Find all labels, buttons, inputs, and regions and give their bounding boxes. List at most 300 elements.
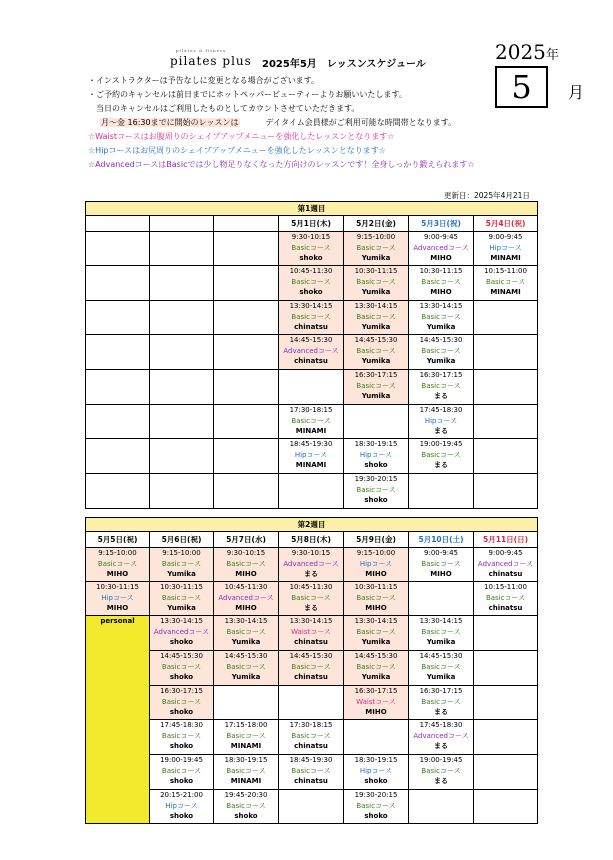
lesson-time: 18:30-19:15 bbox=[224, 756, 268, 764]
lesson-cell bbox=[279, 232, 344, 266]
table-row bbox=[86, 616, 538, 651]
empty-cell bbox=[214, 439, 279, 474]
lesson-cell bbox=[344, 301, 409, 335]
lesson-course: Basicコース bbox=[226, 627, 266, 636]
lesson-cell bbox=[279, 582, 344, 616]
lesson-instructor: まる bbox=[304, 570, 318, 578]
lesson-instructor: まる bbox=[434, 777, 448, 785]
lesson-cell bbox=[409, 439, 474, 474]
lesson-time: 19:30-20:15 bbox=[354, 791, 398, 799]
empty-cell bbox=[409, 582, 474, 616]
empty-cell bbox=[86, 405, 150, 439]
lesson-cell bbox=[409, 405, 474, 439]
lesson-cell bbox=[150, 651, 214, 686]
updated-date: 更新日：2025年4月21日 bbox=[444, 191, 530, 200]
lesson-time: 13:30-14:15 bbox=[289, 302, 333, 310]
lesson-time: 9:15-10:00 bbox=[356, 549, 396, 557]
lesson-instructor: MINAMI bbox=[230, 777, 262, 785]
lesson-time: 19:00-19:45 bbox=[160, 756, 203, 764]
lesson-instructor: まる bbox=[434, 742, 448, 750]
lesson-cell bbox=[150, 616, 214, 651]
lesson-cell bbox=[279, 651, 344, 686]
lesson-course: Basicコース bbox=[421, 627, 461, 636]
empty-cell bbox=[474, 686, 538, 720]
lesson-cell bbox=[279, 439, 344, 474]
lesson-course: Basicコース bbox=[421, 381, 461, 390]
lesson-course: Basicコース bbox=[421, 450, 461, 459]
lesson-course: Basicコース bbox=[356, 346, 396, 355]
lesson-time: 19:00-19:45 bbox=[419, 756, 463, 764]
lesson-course: Advancedコース bbox=[283, 346, 339, 355]
lesson-instructor: Yumika bbox=[231, 673, 261, 681]
lesson-instructor: まる bbox=[434, 392, 448, 400]
lesson-time: 18:30-19:15 bbox=[354, 756, 398, 764]
table-row bbox=[86, 548, 538, 582]
lesson-course: Basicコース bbox=[421, 559, 461, 568]
lesson-instructor: まる bbox=[434, 708, 448, 716]
lesson-cell bbox=[344, 266, 409, 301]
lesson-instructor: Yumika bbox=[426, 638, 456, 646]
logo: pilates plus bbox=[170, 54, 252, 68]
table-row bbox=[86, 582, 538, 616]
empty-cell bbox=[86, 370, 150, 405]
lesson-course: Basicコース bbox=[421, 312, 461, 321]
day-header: 5月10日(土) bbox=[409, 532, 474, 548]
lesson-course: Basicコース bbox=[421, 697, 461, 706]
lesson-time: 16:30-17:15 bbox=[354, 687, 398, 695]
week-label: 第2週目 bbox=[86, 518, 538, 532]
lesson-time: 9:00-9:45 bbox=[424, 233, 458, 241]
lesson-instructor: MIHO bbox=[430, 288, 452, 296]
lesson-course: Basicコース bbox=[485, 277, 526, 286]
lesson-instructor: chinatsu bbox=[488, 570, 523, 578]
lesson-time: 18:45-19:30 bbox=[289, 756, 333, 764]
lesson-course: Basicコース bbox=[421, 766, 461, 775]
lesson-course: Basicコース bbox=[356, 277, 396, 286]
lesson-instructor: Yumika bbox=[231, 638, 261, 646]
empty-cell bbox=[344, 405, 409, 439]
lesson-course: Basicコース bbox=[226, 801, 266, 810]
lesson-time: 14:45-15:30 bbox=[419, 652, 463, 660]
lesson-cell bbox=[474, 548, 538, 582]
lesson-time: 16:30-17:15 bbox=[354, 371, 398, 379]
lesson-course: Basicコース bbox=[291, 416, 331, 425]
lesson-instructor: chinatsu bbox=[488, 604, 523, 612]
lesson-instructor: Yumika bbox=[426, 357, 456, 365]
lesson-time: 10:30-11:15 bbox=[354, 267, 398, 275]
lesson-instructor: chinatsu bbox=[294, 323, 328, 331]
empty-cell bbox=[214, 232, 279, 266]
day-header: 5月1日(木) bbox=[279, 216, 344, 232]
lesson-cell bbox=[344, 582, 409, 616]
empty-cell bbox=[214, 370, 279, 405]
lesson-cell bbox=[344, 232, 409, 266]
lesson-cell bbox=[344, 548, 409, 582]
lesson-instructor: MIHO bbox=[235, 570, 257, 578]
empty-cell bbox=[474, 405, 538, 439]
week-label: 第1週目 bbox=[86, 202, 538, 216]
empty-cell bbox=[86, 301, 150, 335]
day-header bbox=[214, 216, 279, 232]
lesson-course: Advancedコース bbox=[218, 593, 274, 602]
lesson-instructor: MINAMI bbox=[295, 427, 327, 435]
lesson-time: 14:45-15:30 bbox=[224, 652, 268, 660]
lesson-instructor: MIHO bbox=[365, 708, 387, 716]
day-header bbox=[86, 216, 150, 232]
logo-tagline: pilates & fitness bbox=[176, 48, 227, 53]
lesson-instructor: MIHO bbox=[106, 604, 129, 612]
lesson-course: Basicコース bbox=[421, 346, 461, 355]
lesson-instructor: shoko bbox=[169, 777, 194, 785]
lesson-course: Advancedコース bbox=[283, 559, 339, 568]
lesson-cell bbox=[344, 370, 409, 405]
lesson-course: Hipコース bbox=[294, 450, 328, 459]
lesson-cell bbox=[86, 548, 150, 582]
lesson-cell bbox=[344, 755, 409, 790]
lesson-cell bbox=[150, 548, 214, 582]
empty-cell bbox=[474, 439, 538, 474]
lesson-instructor: MIHO bbox=[106, 570, 129, 578]
lesson-cell bbox=[214, 720, 279, 755]
page-title: 2025年5月 レッスンスケジュール bbox=[262, 59, 426, 70]
lesson-time: 10:30-11:15 bbox=[96, 583, 139, 591]
lesson-time: 13:30-14:15 bbox=[289, 617, 333, 625]
lesson-instructor: chinatsu bbox=[294, 742, 328, 750]
lesson-course: Basicコース bbox=[421, 277, 461, 286]
empty-cell bbox=[474, 301, 538, 335]
empty-cell bbox=[150, 335, 214, 370]
lesson-course: Basicコース bbox=[291, 731, 331, 740]
day-header: 5月2日(金) bbox=[344, 216, 409, 232]
lesson-time: 19:45-20:30 bbox=[224, 791, 268, 799]
empty-cell bbox=[474, 616, 538, 651]
lesson-cell bbox=[214, 651, 279, 686]
lesson-cell bbox=[86, 582, 150, 616]
lesson-time: 14:45-15:30 bbox=[354, 336, 398, 344]
lesson-course: Basicコース bbox=[226, 766, 266, 775]
lesson-cell bbox=[344, 439, 409, 474]
week2-schedule-table bbox=[85, 517, 538, 824]
lesson-time: 17:15-18:00 bbox=[224, 721, 268, 729]
lesson-course: Waistコース bbox=[356, 697, 396, 706]
empty-cell bbox=[86, 266, 150, 301]
lesson-time: 18:30-19:15 bbox=[354, 440, 398, 448]
lesson-course: Basicコース bbox=[161, 662, 202, 671]
empty-cell bbox=[409, 790, 474, 824]
empty-cell bbox=[279, 790, 344, 824]
lesson-cell bbox=[150, 582, 214, 616]
lesson-instructor: chinatsu bbox=[294, 777, 328, 785]
lesson-time: 13:30-14:15 bbox=[354, 617, 398, 625]
lesson-instructor: Yumika bbox=[167, 604, 196, 612]
lesson-course: Hipコース bbox=[101, 593, 134, 602]
lesson-instructor: shoko bbox=[299, 254, 323, 262]
lesson-time: 14:45-15:30 bbox=[289, 336, 333, 344]
lesson-instructor: shoko bbox=[364, 812, 388, 820]
lesson-time: 16:30-17:15 bbox=[160, 687, 203, 695]
day-header: 5月5日(祝) bbox=[86, 532, 150, 548]
lesson-cell bbox=[279, 335, 344, 370]
empty-cell bbox=[474, 370, 538, 405]
lesson-instructor: Yumika bbox=[361, 323, 391, 331]
lesson-course: Basicコース bbox=[291, 312, 331, 321]
empty-cell bbox=[86, 439, 150, 474]
day-header: 5月11日(日) bbox=[474, 532, 538, 548]
week1-schedule-table bbox=[85, 201, 538, 509]
lesson-time: 9:15-10:00 bbox=[162, 549, 201, 557]
lesson-instructor: Yumika bbox=[361, 392, 391, 400]
lesson-time: 14:45-15:30 bbox=[160, 652, 203, 660]
lesson-time: 10:30-11:15 bbox=[354, 583, 398, 591]
lesson-time: 9:15-10:00 bbox=[98, 549, 137, 557]
empty-cell bbox=[86, 474, 150, 509]
lesson-instructor: MINAMI bbox=[295, 461, 327, 469]
lesson-time: 13:30-14:15 bbox=[419, 302, 463, 310]
lesson-time: 9:00-9:45 bbox=[488, 549, 523, 557]
lesson-course: Basicコース bbox=[291, 243, 331, 252]
lesson-course: Basicコース bbox=[291, 766, 331, 775]
lesson-instructor: shoko bbox=[364, 461, 388, 469]
lesson-course: Basicコース bbox=[356, 381, 396, 390]
lesson-time: 10:45-11:30 bbox=[224, 583, 268, 591]
lesson-course: Basicコース bbox=[356, 662, 396, 671]
lesson-time: 10:45-11:30 bbox=[289, 583, 333, 591]
lesson-cell bbox=[344, 474, 409, 509]
lesson-time: 9:30-10:15 bbox=[291, 233, 331, 241]
lesson-course: Basicコース bbox=[356, 593, 396, 602]
lesson-instructor: MINAMI bbox=[490, 288, 521, 296]
lesson-time: 13:30-14:15 bbox=[160, 617, 203, 625]
empty-cell bbox=[150, 474, 214, 509]
note-hip: ☆Hipコースはお尻周りのシェイプアップメニューを強化したレッスンとなります☆ bbox=[88, 146, 386, 155]
lesson-time: 17:30-18:15 bbox=[289, 406, 333, 414]
lesson-time: 10:15-11:00 bbox=[484, 267, 527, 275]
lesson-course: Basicコース bbox=[226, 662, 266, 671]
day-header: 5月4日(祝) bbox=[474, 216, 538, 232]
lesson-course: Basicコース bbox=[356, 627, 396, 636]
lesson-instructor: shoko bbox=[299, 288, 323, 296]
lesson-course: Advancedコース bbox=[413, 243, 469, 252]
lesson-course: Basicコース bbox=[356, 485, 396, 494]
lesson-time: 10:30-11:15 bbox=[160, 583, 203, 591]
daytime-highlight: 月～金 16:30までに開始のレッスンは bbox=[101, 118, 239, 127]
note-daytime bbox=[100, 117, 456, 128]
lesson-course: Waistコース bbox=[291, 627, 331, 636]
lesson-course: Basicコース bbox=[291, 593, 331, 602]
empty-cell bbox=[279, 370, 344, 405]
table-row bbox=[86, 232, 538, 266]
day-header: 5月3日(祝) bbox=[409, 216, 474, 232]
empty-cell bbox=[214, 405, 279, 439]
lesson-cell bbox=[409, 232, 474, 266]
lesson-course: Basicコース bbox=[161, 593, 202, 602]
lesson-time: 17:45-18:30 bbox=[419, 406, 463, 414]
lesson-course: Basicコース bbox=[291, 662, 331, 671]
lesson-cell bbox=[409, 548, 474, 582]
lesson-course: Basicコース bbox=[161, 731, 202, 740]
lesson-course: Basicコース bbox=[161, 766, 202, 775]
lesson-time: 9:00-9:45 bbox=[424, 549, 458, 557]
lesson-instructor: まる bbox=[304, 604, 318, 612]
lesson-time: 13:30-14:15 bbox=[224, 617, 268, 625]
lesson-instructor: MIHO bbox=[365, 570, 387, 578]
lesson-cell bbox=[279, 720, 344, 755]
lesson-course: Basicコース bbox=[226, 559, 266, 568]
lesson-course: Basicコース bbox=[356, 243, 396, 252]
lesson-instructor: まる bbox=[434, 461, 448, 469]
lesson-time: 19:30-20:15 bbox=[354, 475, 398, 483]
table-row bbox=[86, 370, 538, 405]
lesson-cell bbox=[214, 616, 279, 651]
table-row bbox=[86, 686, 538, 720]
lesson-time: 13:30-14:15 bbox=[419, 617, 463, 625]
empty-cell bbox=[214, 266, 279, 301]
empty-cell bbox=[150, 266, 214, 301]
lesson-instructor: Yumika bbox=[426, 673, 456, 681]
lesson-cell bbox=[344, 616, 409, 651]
lesson-cell bbox=[279, 405, 344, 439]
table-row bbox=[86, 266, 538, 301]
lesson-time: 14:45-15:30 bbox=[419, 336, 463, 344]
lesson-course: Basicコース bbox=[356, 312, 396, 321]
note-advanced: ☆AdvancedコースはBasicでは少し物足りなくなった方向けのレッスンです！全身しっかり鍛えられます☆ bbox=[88, 160, 475, 169]
lesson-course: Advancedコース bbox=[477, 559, 534, 568]
lesson-course: Basicコース bbox=[485, 593, 526, 602]
lesson-time: 18:45-19:30 bbox=[289, 440, 333, 448]
table-row bbox=[86, 755, 538, 790]
lesson-instructor: shoko bbox=[169, 742, 194, 750]
empty-cell bbox=[214, 335, 279, 370]
lesson-course: Hipコース bbox=[359, 559, 393, 568]
lesson-instructor: Yumika bbox=[361, 673, 391, 681]
lesson-cell bbox=[344, 335, 409, 370]
table-row bbox=[86, 720, 538, 755]
lesson-cell bbox=[474, 582, 538, 616]
empty-cell bbox=[279, 474, 344, 509]
lesson-course: Advancedコース bbox=[153, 627, 210, 636]
empty-cell bbox=[344, 720, 409, 755]
day-header: 5月6日(祝) bbox=[150, 532, 214, 548]
lesson-cell bbox=[344, 686, 409, 720]
empty-cell bbox=[214, 301, 279, 335]
lesson-course: Advancedコース bbox=[413, 731, 469, 740]
lesson-course: Basicコース bbox=[161, 559, 202, 568]
lesson-instructor: MIHO bbox=[430, 254, 452, 262]
note-sameday: 当日のキャンセルはご利用したものとしてカウントさせていただきます。 bbox=[88, 104, 360, 113]
lesson-cell bbox=[409, 755, 474, 790]
note-cancel: ・ご予約のキャンセルは前日までにホットペッパービューティーよりお願いいたします。 bbox=[88, 90, 407, 99]
lesson-instructor: shoko bbox=[169, 708, 194, 716]
day-header: 5月8日(木) bbox=[279, 532, 344, 548]
lesson-time: 16:30-17:15 bbox=[419, 371, 463, 379]
lesson-instructor: MINAMI bbox=[490, 254, 521, 262]
empty-cell bbox=[279, 686, 344, 720]
lesson-course: Basicコース bbox=[97, 559, 138, 568]
lesson-time: 14:45-15:30 bbox=[289, 652, 333, 660]
empty-cell bbox=[214, 686, 279, 720]
lesson-cell bbox=[279, 266, 344, 301]
table-row bbox=[86, 301, 538, 335]
lesson-course: Hipコース bbox=[424, 416, 458, 425]
lesson-instructor: Yumika bbox=[167, 570, 196, 578]
lesson-cell bbox=[409, 651, 474, 686]
lesson-cell bbox=[214, 755, 279, 790]
day-header bbox=[150, 216, 214, 232]
lesson-instructor: shoko bbox=[364, 777, 388, 785]
lesson-instructor: Yumika bbox=[361, 288, 391, 296]
lesson-cell bbox=[409, 720, 474, 755]
lesson-course: Hipコース bbox=[359, 766, 393, 775]
year-label: 2025 bbox=[495, 40, 546, 64]
note-waist: ☆Waistコースはお腹周りのシェイプアップメニューを強化したレッスンとなります☆ bbox=[88, 132, 395, 141]
daytime-text: デイタイム会員様がご利用可能な時間帯となります。 bbox=[265, 118, 457, 127]
empty-cell bbox=[150, 405, 214, 439]
empty-cell bbox=[474, 335, 538, 370]
lesson-cell bbox=[409, 616, 474, 651]
lesson-time: 10:45-11:30 bbox=[289, 267, 333, 275]
lesson-instructor: Yumika bbox=[361, 638, 391, 646]
lesson-time: 9:30-10:15 bbox=[226, 549, 266, 557]
lesson-instructor: shoko bbox=[169, 673, 194, 681]
lesson-cell bbox=[409, 301, 474, 335]
lesson-cell bbox=[409, 686, 474, 720]
month-unit: 月 bbox=[568, 83, 585, 102]
lesson-time: 10:15-11:00 bbox=[484, 583, 527, 591]
lesson-time: 17:45-18:30 bbox=[160, 721, 203, 729]
lesson-cell bbox=[409, 335, 474, 370]
lesson-time: 16:30-17:15 bbox=[419, 687, 463, 695]
table-row bbox=[86, 790, 538, 824]
lesson-cell bbox=[474, 232, 538, 266]
lesson-course: Hipコース bbox=[489, 243, 522, 252]
lesson-instructor: MIHO bbox=[430, 570, 452, 578]
lesson-course: Basicコース bbox=[291, 277, 331, 286]
lesson-cell bbox=[344, 651, 409, 686]
lesson-time: 9:15-10:00 bbox=[356, 233, 396, 241]
lesson-cell bbox=[214, 790, 279, 824]
empty-cell bbox=[150, 301, 214, 335]
empty-cell bbox=[150, 232, 214, 266]
empty-cell bbox=[474, 755, 538, 790]
lesson-instructor: Yumika bbox=[361, 254, 391, 262]
lesson-time: 14:45-15:30 bbox=[354, 652, 398, 660]
lesson-time: 20:15-21:00 bbox=[160, 791, 203, 799]
lesson-time: 10:30-11:15 bbox=[419, 267, 463, 275]
lesson-instructor: MIHO bbox=[235, 604, 257, 612]
empty-cell bbox=[86, 232, 150, 266]
lesson-course: Basicコース bbox=[356, 801, 396, 810]
lesson-cell bbox=[279, 755, 344, 790]
lesson-cell bbox=[150, 755, 214, 790]
lesson-cell bbox=[279, 301, 344, 335]
empty-cell bbox=[86, 335, 150, 370]
lesson-instructor: shoko bbox=[169, 638, 194, 646]
lesson-course: Hipコース bbox=[359, 450, 393, 459]
month-box: 5 bbox=[495, 66, 548, 108]
lesson-cell bbox=[409, 370, 474, 405]
day-header: 5月7日(水) bbox=[214, 532, 279, 548]
lesson-instructor: MINAMI bbox=[230, 742, 262, 750]
table-row bbox=[86, 651, 538, 686]
lesson-instructor: shoko bbox=[234, 812, 258, 820]
lesson-course: Basicコース bbox=[161, 697, 202, 706]
lesson-time: 19:00-19:45 bbox=[419, 440, 463, 448]
table-row bbox=[86, 474, 538, 509]
lesson-cell bbox=[150, 790, 214, 824]
lesson-cell bbox=[150, 720, 214, 755]
lesson-cell bbox=[279, 548, 344, 582]
lesson-cell bbox=[409, 266, 474, 301]
